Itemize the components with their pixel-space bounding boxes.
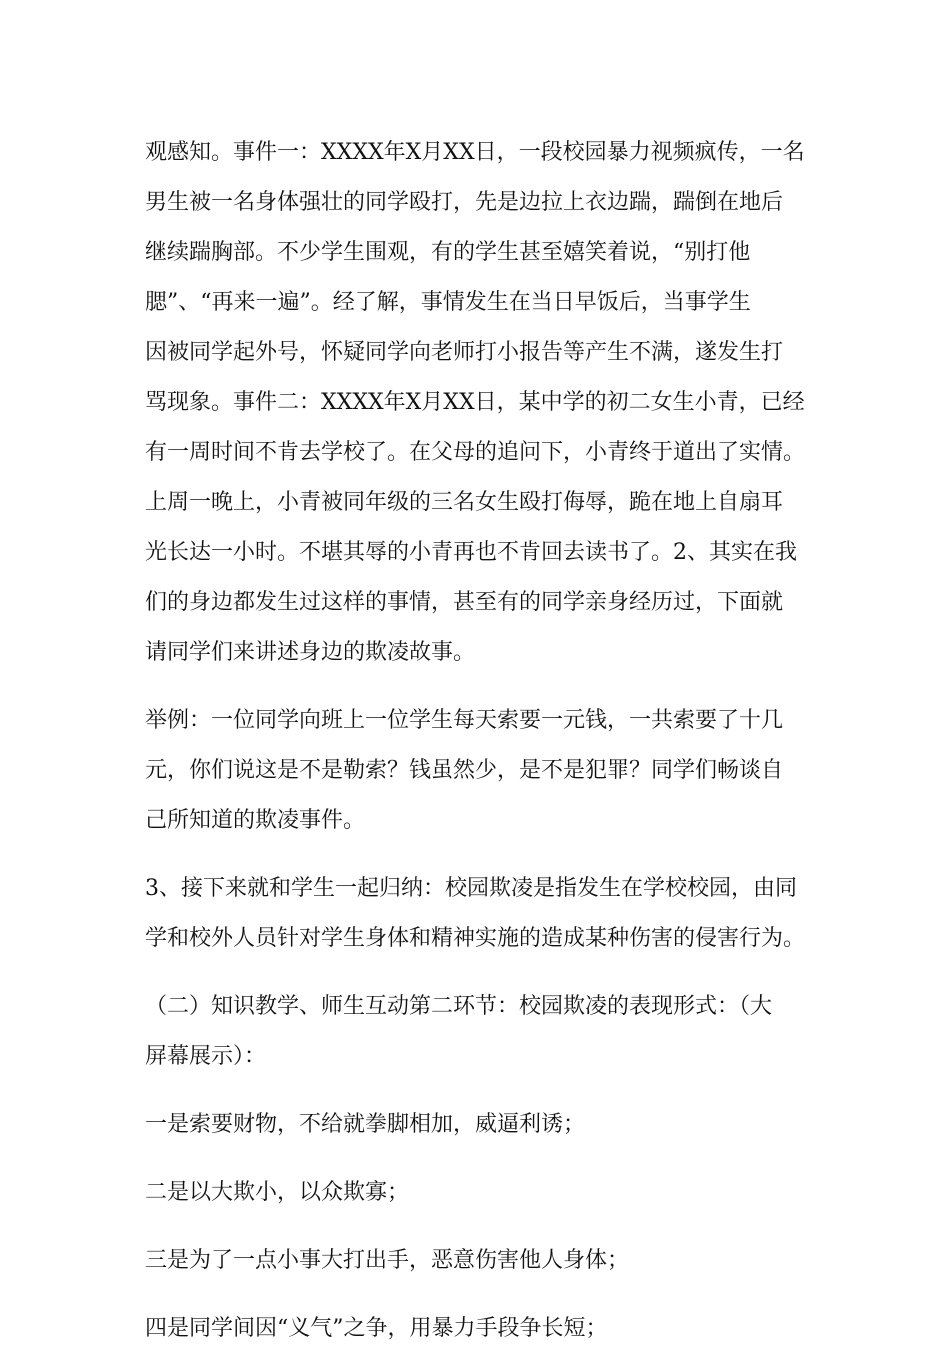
list-item [145,1168,825,1218]
text-line: 有一周时间不肯去学校了。在父母的追问下，小青终于道出了实情。 [145,440,806,465]
list-item [145,1236,825,1286]
text-line: 们的身边都发生过这样的事情，甚至有的同学亲身经历过，下面就 [145,590,784,615]
text-line: 三是为了一点小事大打出手，恶意伤害他人身体； [145,1248,630,1273]
text-line: 举例：一位同学向班上一位学生每天索要一元钱，一共索要了十几 [145,708,784,733]
text-line: 请同学们来讲述身边的欺凌故事。 [145,640,476,665]
text-line: 屏幕展示）： [145,1044,267,1069]
text-line: 上周一晚上，小青被同年级的三名女生殴打侮辱，跪在地上自扇耳 [145,490,784,515]
document-body [145,128,825,1372]
paragraph-definition [145,864,825,964]
text-line: （二）知识教学、师生互动第二环节：校园欺凌的表现形式：（大 [145,994,773,1019]
list-item [145,1100,825,1150]
text-line: 继续踹胸部。不少学生围观，有的学生甚至嬉笑着说，“别打他 [145,240,751,265]
paragraph-example [145,696,825,846]
text-line: 观感知。事件一：XXXX年X月XX日，一段校园暴力视频疯传，一名 [145,140,805,165]
text-line: 一是索要财物，不给就拳脚相加，威逼利诱； [145,1112,586,1137]
text-line: 腮”、“再来一遍”。经了解，事情发生在当日早饭后，当事学生 [145,290,751,315]
text-line: 己所知道的欺凌事件。 [145,808,366,833]
text-line: 元，你们说这是不是勒索？钱虽然少，是不是犯罪？同学们畅谈自 [145,758,784,783]
paragraph-incidents [145,128,825,678]
text-line: 因被同学起外号，怀疑同学向老师打小报告等产生不满，遂发生打 [145,340,784,365]
text-line: 骂现象。事件二：XXXX年X月XX日，某中学的初二女生小青，已经 [145,390,805,415]
paragraph-section-heading [145,982,825,1082]
text-line: 光长达一小时。不堪其辱的小青再也不肯回去读书了。2、其实在我 [145,540,797,565]
text-line: 四是同学间因“义气”之争，用暴力手段争长短； [145,1316,608,1341]
text-line: 二是以大欺小，以众欺寡； [145,1180,410,1205]
text-line: 学和校外人员针对学生身体和精神实施的造成某种伤害的侵害行为。 [145,926,806,951]
list-item [145,1304,825,1354]
text-line: 男生被一名身体强壮的同学殴打，先是边拉上衣边踹，踹倒在地后 [145,190,784,215]
text-line: 3、接下来就和学生一起归纳：校园欺凌是指发生在学校校园，由同 [145,876,797,901]
